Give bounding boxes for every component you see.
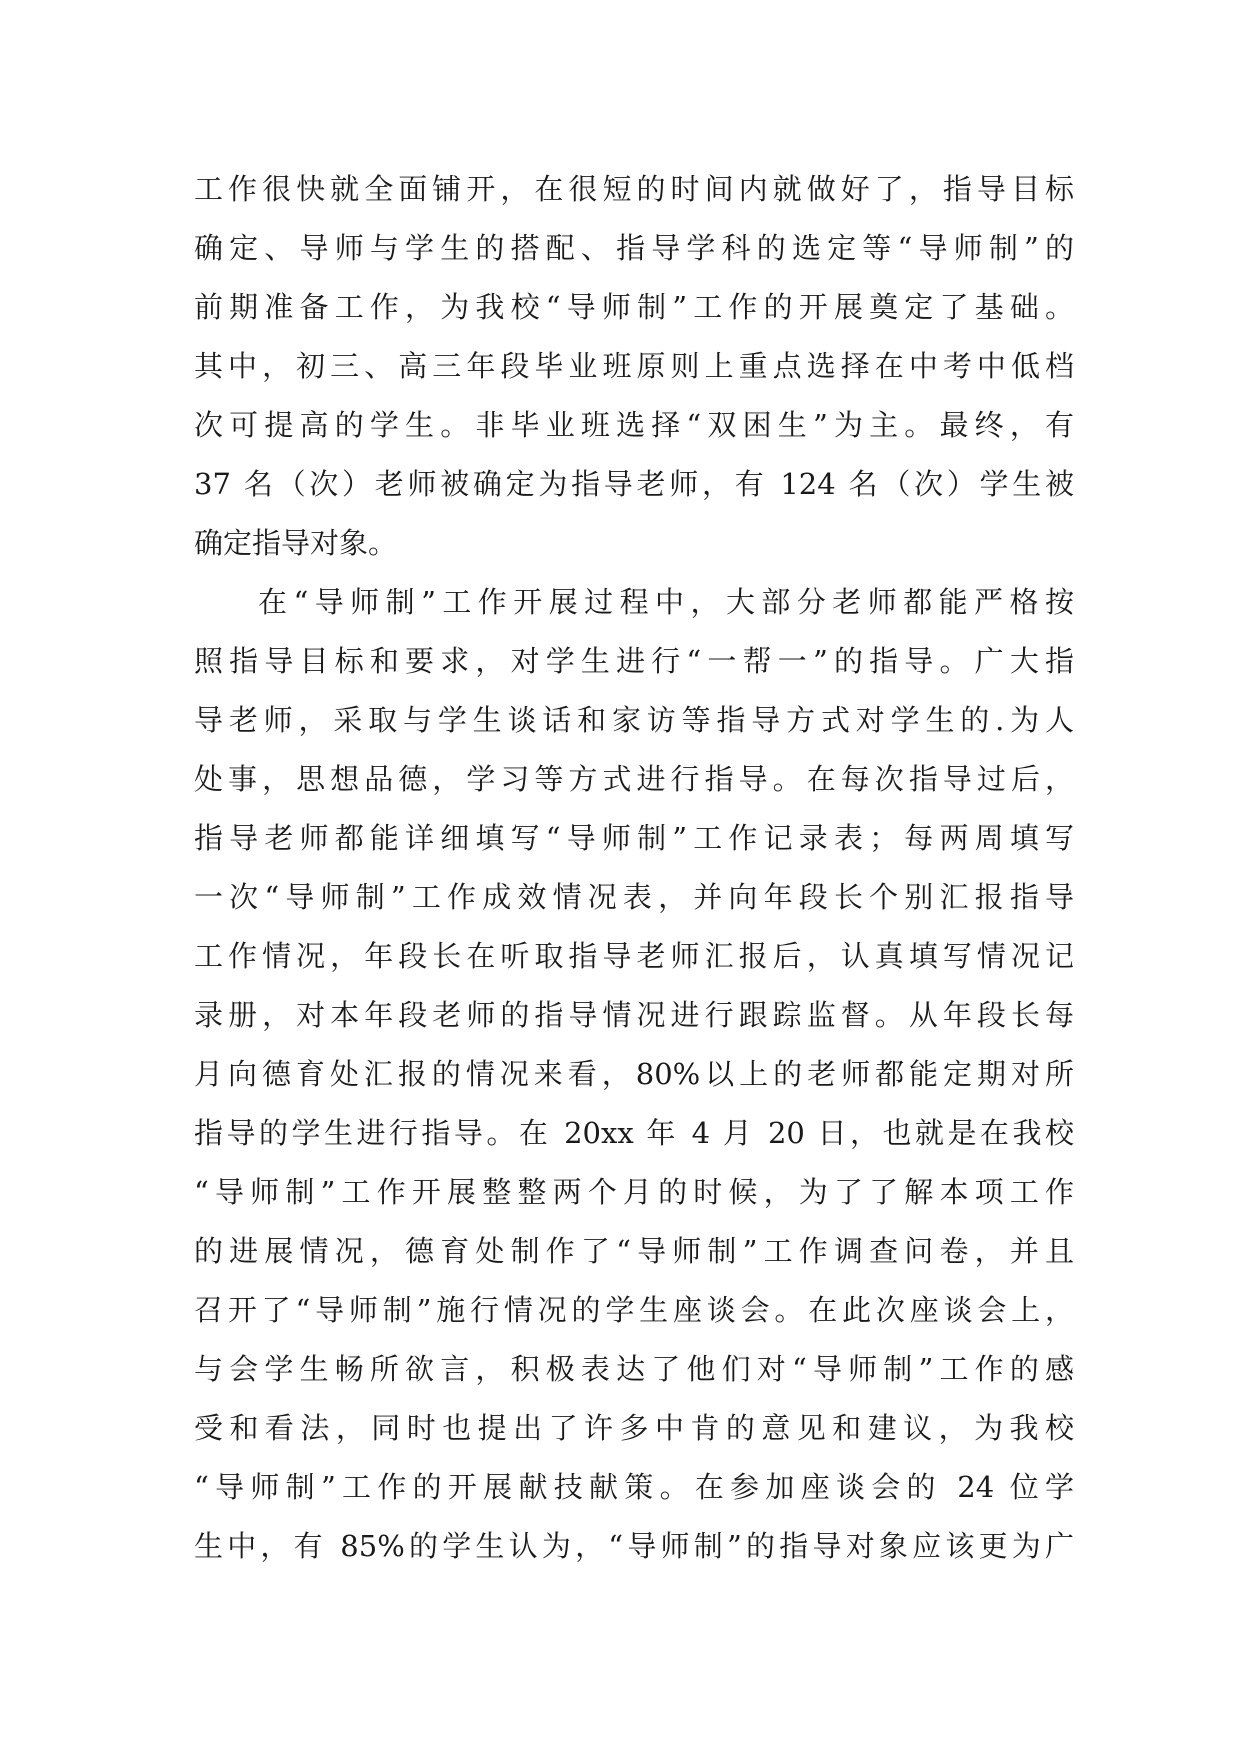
text-line: 一次“导师制”工作成效情况表，并向年段长个别汇报指导 bbox=[194, 880, 1074, 914]
text-line: 确定、导师与学生的搭配、指导学科的选定等“导师制”的 bbox=[194, 231, 1074, 265]
text-line: 37 名（次）老师被确定为指导老师，有 124 名（次）学生被 bbox=[194, 467, 1074, 501]
text-line: “导师制”工作的开展献技献策。在参加座谈会的 24 位学 bbox=[194, 1470, 1074, 1504]
text-line: “导师制”工作开展整整两个月的时候，为了了解本项工作 bbox=[194, 1175, 1074, 1209]
paragraph bbox=[194, 160, 1074, 573]
body-text bbox=[194, 160, 1074, 1635]
text-line: 指导老师都能详细填写“导师制”工作记录表；每两周填写 bbox=[194, 821, 1074, 855]
text-line: 月向德育处汇报的情况来看，80%以上的老师都能定期对所 bbox=[194, 1057, 1074, 1091]
text-line: 在“导师制”工作开展过程中，大部分老师都能严格按 bbox=[258, 585, 1074, 619]
text-line: 与会学生畅所欲言，积极表达了他们对“导师制”工作的感 bbox=[194, 1352, 1074, 1386]
text-line: 确定指导对象。 bbox=[194, 526, 398, 560]
text-line: 生中，有 85%的学生认为，“导师制”的指导对象应该更为广 bbox=[194, 1529, 1074, 1563]
text-line: 召开了“导师制”施行情况的学生座谈会。在此次座谈会上， bbox=[194, 1293, 1074, 1327]
text-line: 指导的学生进行指导。在 20xx 年 4 月 20 日，也就是在我校 bbox=[194, 1116, 1074, 1150]
text-line: 处事，思想品德，学习等方式进行指导。在每次指导过后， bbox=[194, 762, 1074, 796]
text-line: 工作情况，年段长在听取指导老师汇报后，认真填写情况记 bbox=[194, 939, 1074, 973]
text-line: 次可提高的学生。非毕业班选择“双困生”为主。最终，有 bbox=[194, 408, 1074, 442]
text-line: 前期准备工作，为我校“导师制”工作的开展奠定了基础。 bbox=[194, 290, 1074, 324]
text-line bbox=[194, 1576, 1074, 1635]
text-line: 其中，初三、高三年段毕业班原则上重点选择在中考中低档 bbox=[194, 349, 1074, 383]
text-line: 受和看法，同时也提出了许多中肯的意见和建议，为我校 bbox=[194, 1411, 1074, 1445]
text-line: 照指导目标和要求，对学生进行“一帮一”的指导。广大指 bbox=[194, 644, 1074, 678]
paragraph bbox=[194, 573, 1074, 1635]
text-line: 录册，对本年段老师的指导情况进行跟踪监督。从年段长每 bbox=[194, 998, 1074, 1032]
text-line: 工作很快就全面铺开，在很短的时间内就做好了，指导目标 bbox=[194, 172, 1074, 206]
text-line: 的进展情况，德育处制作了“导师制”工作调查问卷，并且 bbox=[194, 1234, 1074, 1268]
text-line: 导老师，采取与学生谈话和家访等指导方式对学生的.为人 bbox=[194, 703, 1074, 737]
